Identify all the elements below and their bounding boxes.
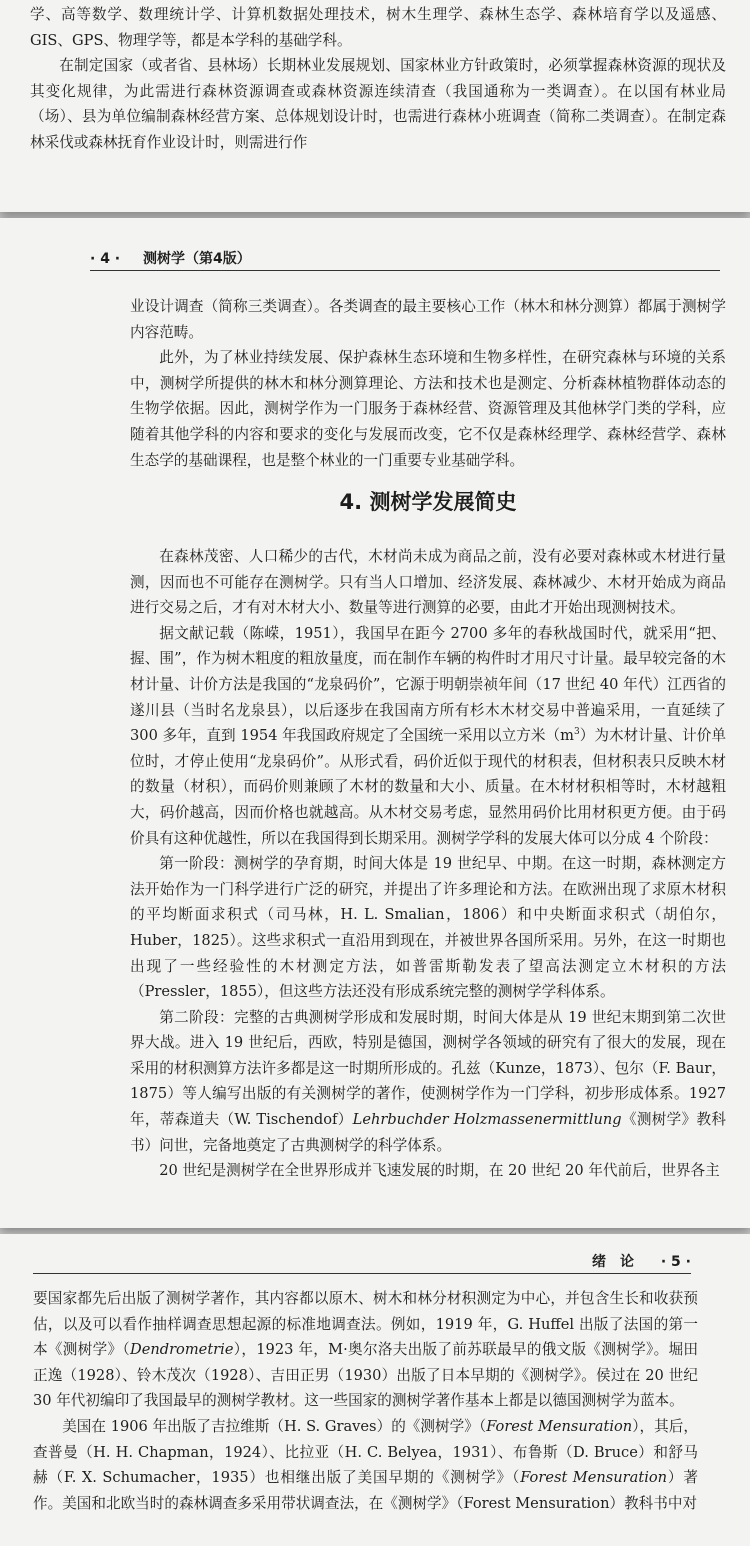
text-run: ），1923 年，M·奥尔洛夫出版了前苏联最早的俄文版《测树学》。堀田正逸（1928）、铃木茂次（1928）、吉田正男（1930）出版了日本早期的《测树学》。侯过在 20 世纪 30 年代初编印了我国最早的测树学教材。这一些国家的测树学著作基本上都是以德国测树学为蓝本。: [33, 1341, 699, 1410]
section-title: 4. 测树学发展简史: [339, 490, 517, 514]
body-text: [33, 1286, 698, 1516]
paragraph: 第一阶段：测树学的孕育期，时间大体是 19 世纪早、中期。在这一时期，森林测定方法开始作为一门科学进行广泛的研究，并提出了许多理论和方法。在欧洲出现了求原木材积的平均断面求积式（司马林，H. L. Smalian，1806）和中央断面求积式（胡伯尔，Huber，1825）。这些求积式一直沿用到现在，并被世界各国所采用。另外，在这一时期也出现了一些经验性的木材测定方法，如普雷斯勒发表了望高法测定立木材积的方法（Pressler，1855），但这些方法还没有形成系统完整的测树学学科体系。: [130, 855, 726, 1001]
section-name: 绪 论: [591, 1254, 634, 1270]
paragraph: [130, 1005, 726, 1159]
book-title: 测树学（第4版）: [143, 251, 251, 267]
paragraph: 20 世纪是测树学在全世界形成并飞速发展的时期，在 20 世纪 20 年代前后，世界各主: [159, 1162, 720, 1180]
body-text-history: [130, 544, 726, 1184]
paragraph: 此外，为了林业持续发展、保护森林生态环境和生物多样性，在研究森林与环境的关系中，测树学所提供的林木和林分测算理论、方法和技术也是测定、分析森林植物群体动态的生物学依据。因此，测树学作为一门服务于森林经营、资源管理及其他林学门类的学科，应随着其他学科的内容和要求的变化与发展而改变，它不仅是森林经理学、森林经营学、森林生态学的基础课程，也是整个林业的一门重要专业基础学科。: [130, 349, 726, 469]
paragraph: 学、高等数学、数理统计学、计算机数据处理技术，树木生理学、森林生态学、森林培育学以及遥感、GIS、GPS、物理学等，都是本学科的基础学科。: [30, 6, 726, 49]
paragraph: [130, 621, 726, 851]
paragraph: 在制定国家（或者省、县林场）长期林业发展规划、国家林业方针政策时，必须掌握森林资源的现状及其变化规律，为此需进行森林资源调查或森林资源连续清查（我国通称为一类调查）。在以国有林业局（场）、县为单位编制森林经营方案、总体规划设计时，也需进行森林小班调查（简称二类调查）。在制定森林采伐或森林抚育作业设计时，则需进行作: [30, 57, 726, 151]
paragraph: 在森林茂密、人口稀少的古代，木材尚未成为商品之前，没有必要对森林或木材进行量测，因而也不可能存在测树学。只有当人口增加、经济发展、森林减少、木材开始成为商品进行交易之后，才有对木材大小、数量等进行测算的必要，由此才开始出现测树技术。: [130, 548, 726, 617]
running-header: [90, 248, 720, 271]
text-run: 《测树学》教科书）问世，完备地奠定了古典测树学的科学体系。: [130, 1111, 726, 1154]
text-run: 第二阶段：完整的古典测树学形成和发展时期，时间大体是从 19 世纪末期到第二次世界大战。进入 19 世纪后，西欧，特别是德国，测树学各领域的研究有了很大的发展，现在采用的材积测算方法许多都是这一时期所形成的。孔兹（Kunze，1873）、包尔（F. Baur，1875）等人编写出版的有关测树学的著作，使测树学作为一门学科，初步形成体系。1927 年，蒂森道夫（W. Tischendof）: [130, 1008, 726, 1129]
page-4: [0, 218, 750, 1228]
text-run: ）为木材计量、计价单位时，才停止使用“龙泉码价”。从形式看，码价近似于现代的材积表，但材积表只反映木材的数量（材积），而码价则兼顾了木材的数量和大小、质量。在木材材积相等时，木材越粗大，码价越高，因而价格也就越高。从木材交易考虑，显然用码价比用材积更方便。由于码价具有这种优越性，所以在我国得到长期采用。测树学学科的发展大体可以分成 4 个阶段：: [130, 727, 726, 847]
page-number: · 4 ·: [90, 251, 121, 267]
paragraph: 业设计调查（简称三类调查）。各类调查的最主要核心工作（林木和林分测算）都属于测树学内容范畴。: [130, 298, 726, 341]
paragraph: [33, 1414, 698, 1516]
body-text: [30, 2, 726, 156]
book-title-italic: Lehrbuchder Holzmassenermittlung: [352, 1111, 622, 1129]
text-run: 据文献记载（陈嵘，1951），我国早在距今 2700 多年的春秋战国时代，就采用“把、握、围”，作为树木粗度的粗放量度，而在制作车辆的构件时才用尺寸计量。最早较完备的木材计量、计价方法是我国的“龙泉码价”，它源于明朝崇祯年间（17 世纪 40 年代）江西省的遂川县（当时名龙泉县），以后逐步在我国南方所有杉木木材交易中普遍采用，一直延续了 300 多年，直到 1954 年我国政府规定了全国统一采用以立方米（m: [130, 624, 726, 745]
text-run: 要国家都先后出版了测树学著作，其内容都以原木、树木和林分材积测定为中心，并包含生长和收获预估，以及可以看作抽样调查思想起源的标准地调查法。例如，1919 年，G. Huffel 出版了法国的第一本《测树学》（: [33, 1290, 698, 1359]
book-title-italic: Forest Mensuration: [486, 1417, 633, 1435]
text-run: 美国在 1906 年出版了吉拉维斯（H. S. Graves）的《测树学》（: [62, 1417, 487, 1435]
page-5: [0, 1234, 750, 1546]
book-title-italic: Dendrometrie: [130, 1341, 234, 1359]
book-title-italic: Forest Mensuration: [520, 1469, 668, 1487]
page-fragment-top: [0, 0, 750, 212]
body-text-intro: [130, 294, 726, 473]
superscript: 3: [573, 727, 580, 738]
page-number: · 5 ·: [660, 1254, 691, 1270]
paragraph: [33, 1286, 698, 1414]
running-header: [33, 1251, 691, 1274]
text-run: ）著作。美国和北欧当时的森林调查多采用带状调查法，在《测树学》（Forest Mensuration）教科书中对: [33, 1469, 698, 1512]
text-run: ），其后，查普曼（H. H. Chapman，1924）、比拉亚（H. C. Belyea，1931）、布鲁斯（D. Bruce）和舒马赫（F. X. Schumacher，1935）也相继出版了美国早期的《测树学》（: [33, 1417, 698, 1487]
